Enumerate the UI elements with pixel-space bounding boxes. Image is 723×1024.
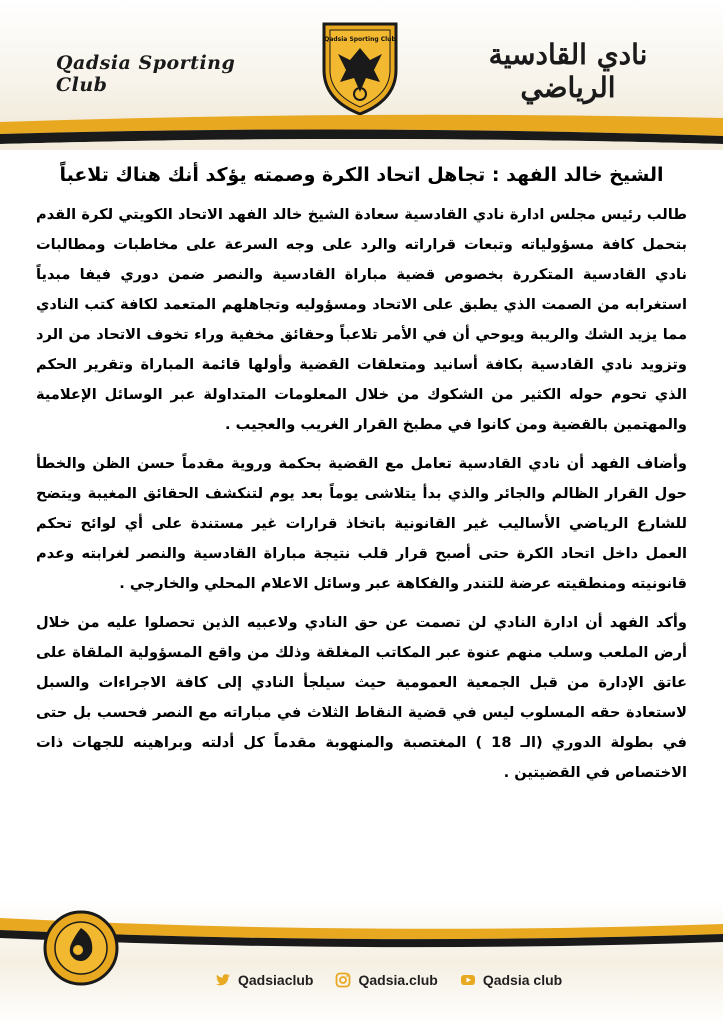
social-twitter[interactable] xyxy=(215,972,313,988)
media-center-logo xyxy=(26,908,136,988)
club-name-english: Qadsia Sporting Club xyxy=(56,52,236,96)
twitter-icon xyxy=(215,972,231,988)
social-label-instagram: Qadsia.club xyxy=(358,972,438,988)
club-name-arabic: نادي القادسية الرياضي xyxy=(488,38,648,104)
article-title: الشيخ خالد الفهد : تجاهل اتحاد الكرة وصمته يؤكد أنك هناك تلاعباً xyxy=(59,164,664,186)
article-paragraph: وأضاف الفهد أن نادي القادسية تعامل مع القضية بحكمة وروية مقدماً حسن الظن والخطأ حول القرار الظالم والجائر والذي بدأ يتلاشى يوماً بعد يوم لتنكشف الحقائق المغيبة ويتضح للشارع الرياضي الأساليب غير القانونية باتخاذ قرارات غير مستندة على أي لوائح تحكم العمل داخل اتحاد الكرة حتى أصبح قرار قلب نتيجة مباراة القادسية والنصر لغرابته وعدم قانونيته ومنطقيته عرضة للتندر والفكاهة عبر وسائل الاعلام المحلي والخارجي . xyxy=(36,455,687,592)
crest-text: Qadsia Sporting Club xyxy=(324,36,396,43)
article-paragraph: وأكد الفهد أن ادارة النادي لن تصمت عن حق النادي ولاعبيه الذين تحصلوا عليه من خلال أرض الملعب وسلب منهم عنوة عبر المكاتب المغلقة وذلك من واقع المسؤولية الملقاة على عاتق الإدارة من قبل الجمعية العمومية حيث سيلجأ النادي إلى كافة الاجراءات والسبل لاستعادة حقه المسلوب ليس في قضية النقاط الثلاث في مباراته مع النصر فحسب بل حتى في بطولة الدوري (الـ 18 ) المغتصبة والمنهوبة مقدماً كل أدلته وبراهينه للجهات ذات الاختصاص في القضيتين . xyxy=(36,614,687,781)
media-center-emblem-icon xyxy=(26,908,136,988)
social-instagram[interactable] xyxy=(335,972,437,988)
social-label-twitter: Qadsiaclub xyxy=(238,972,314,988)
social-youtube[interactable] xyxy=(460,972,562,988)
article-body xyxy=(36,200,687,797)
letterhead-header xyxy=(0,0,723,150)
social-label-youtube: Qadsia club xyxy=(482,972,563,988)
article-paragraph: طالب رئيس مجلس ادارة نادي القادسية سعادة الشيخ خالد الفهد الاتحاد الكويتي لكرة القدم بتحمل كافة مسؤولياته وتبعات قراراته والرد على وجه السرعة على مخاطبات ومطالبات نادي القادسية المتكررة بخصوص قضية مباراة القادسية والنصر ضمن دوري فيفا مبدياً استغرابه من الصمت الذي يطبق على الاتحاد ومسؤوليه وتجاهلهم المتعمد لكافة كتب النادي مما يزيد الشك والريبة ويوحي أن في الأمر تلاعباً وحقائق مخفية وراء تخوف الاتحاد من الرد وتزويد نادي القادسية بكافة أسانيد ومتعلقات القضية وأولها قائمة المباراة وتقرير الحكم الذي تحوم حوله الكثير من الشكوك من خلال المعلومات المتداولة عبر الوسائل الإعلامية والمهتمين بالقضية ومن كانوا في مطبخ القرار الغريب والعجيب . xyxy=(36,206,687,433)
header-swoosh-decoration xyxy=(0,100,723,150)
letterhead-footer xyxy=(0,900,723,1024)
youtube-icon xyxy=(460,972,476,988)
instagram-icon xyxy=(335,972,351,988)
social-links xyxy=(215,968,615,992)
